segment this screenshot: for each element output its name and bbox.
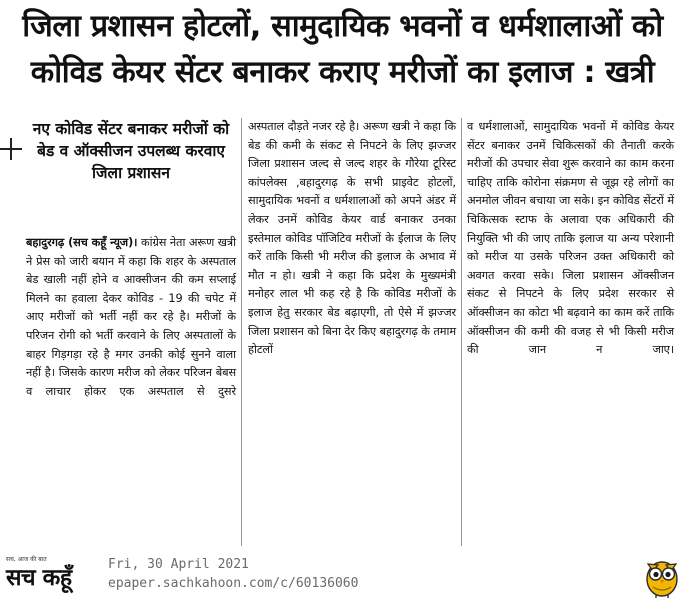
brand-name: सच कहूँ — [6, 565, 72, 591]
article-column-3 — [467, 118, 674, 360]
headline — [0, 4, 685, 96]
column-divider — [241, 118, 242, 546]
footer-info — [108, 555, 358, 593]
article-column-1 — [26, 234, 236, 401]
column-divider — [461, 118, 462, 546]
crop-mark-icon — [0, 138, 22, 160]
owl-icon — [642, 552, 682, 598]
dateline: बहादुरगढ़ (सच कहूँ न्यूज)। — [26, 236, 138, 249]
brand-tagline: सच, आज की बात — [6, 556, 47, 563]
article-column-2 — [248, 118, 456, 360]
column-3-text: व धर्मशालाओं, सामुदायिक भवनों में कोविड केयर सेंटर बनाकर उनमें चिकित्सकों की तैनाती करके मरीजों की उपचार सेवा शुरू करवाने का काम करना चाहिए ताकि कोरोना संक्रमण से जूझ रहे लोगों का अनमोल जीवन बचाया जा सके। इन कोविड सेंटरों में चिकित्सक स्टाफ के अलावा एक अधिकारी की नियुक्ति भी की जाए ताकि इलाज या अन्य परेशानी को मरीज या उसके परिजन उक्त अधिकारी को अवगत करवा सके। जिला प्रशासन ऑक्सीजन संकट से निपटने के लिए प्रदेश सरकार से ऑक्सीजन का कोटा भी बढ़वाने का काम करें ताकि ऑक्सीजन की कमी की वजह से भी किसी मरीज की जान न जाए। — [467, 120, 674, 357]
column-1-text: कांग्रेस नेता अरूण खत्री ने प्रेस को जारी बयान में कहा कि शहर के अस्पताल बेड खाली नहीं होने व आक्सीजन की कम सप्लाई मिलने का हवाला देकर कोविड - 19 की चपेट में आए मरीजों को भर्ती नहीं कर रहे है। मरीजों के परिजन रोगी को भर्ती करवाने के लिए अस्पतालों के बाहर गिड़गड़ा रहे है मगर उनकी कोई सुनने वाला नहीं है। जिसके कारण मरीज को लेकर परिजन बेबस व लाचार होकर एक अस्पताल से दुसरे — [26, 236, 236, 398]
subheadline: नए कोविड सेंटर बनाकर मरीजों को बेड व ऑक्सीजन उपलब्ध करवाए जिला प्रशासन — [32, 120, 230, 182]
brand-logo — [6, 556, 72, 593]
edition-date: Fri, 30 April 2021 — [108, 557, 249, 572]
headline-line-2: कोविड केयर सेंटर बनाकर कराए मरीजों का इलाज : खत्री — [30, 55, 655, 90]
headline-line-1: जिला प्रशासन होटलों, सामुदायिक भवनों व धर्मशालाओं को — [22, 9, 663, 44]
epaper-url[interactable]: epaper.sachkahoon.com/c/60136060 — [108, 576, 359, 591]
column-2-text: अस्पताल दौड़ते नजर रहे है। अरूण खत्री ने कहा कि बेड की कमी के संकट से निपटने के लिए झज्जर जिला प्रशासन जल्द से जल्द शहर के गौरेया टूरिस्ट कांपलेक्स ,बहादुरगढ़ के सभी प्राइवेट होटलों, सामुदायिक भवनों व धर्मशालाओं को अपने अंडर में लेकर उनमें कोविड केयर वार्ड बनाकर उनका इस्तेमाल कोविड पॉजिटिव मरीजों के ईलाज के लिए करें ताकि किसी भी मरीज की इलाज के अभाव में मौत न हो। खत्री ने कहा कि प्रदेश के मुख्यमंत्री मनोहर लाल भी कह रहे है कि कोविड मरीजों के इलाज हेतु सरकार बेड बढ़ाएगी, तो ऐसे में झज्जर जिला प्रशासन को बिना देर किए बहादुरगढ़ के तमाम होटलों — [248, 120, 456, 357]
